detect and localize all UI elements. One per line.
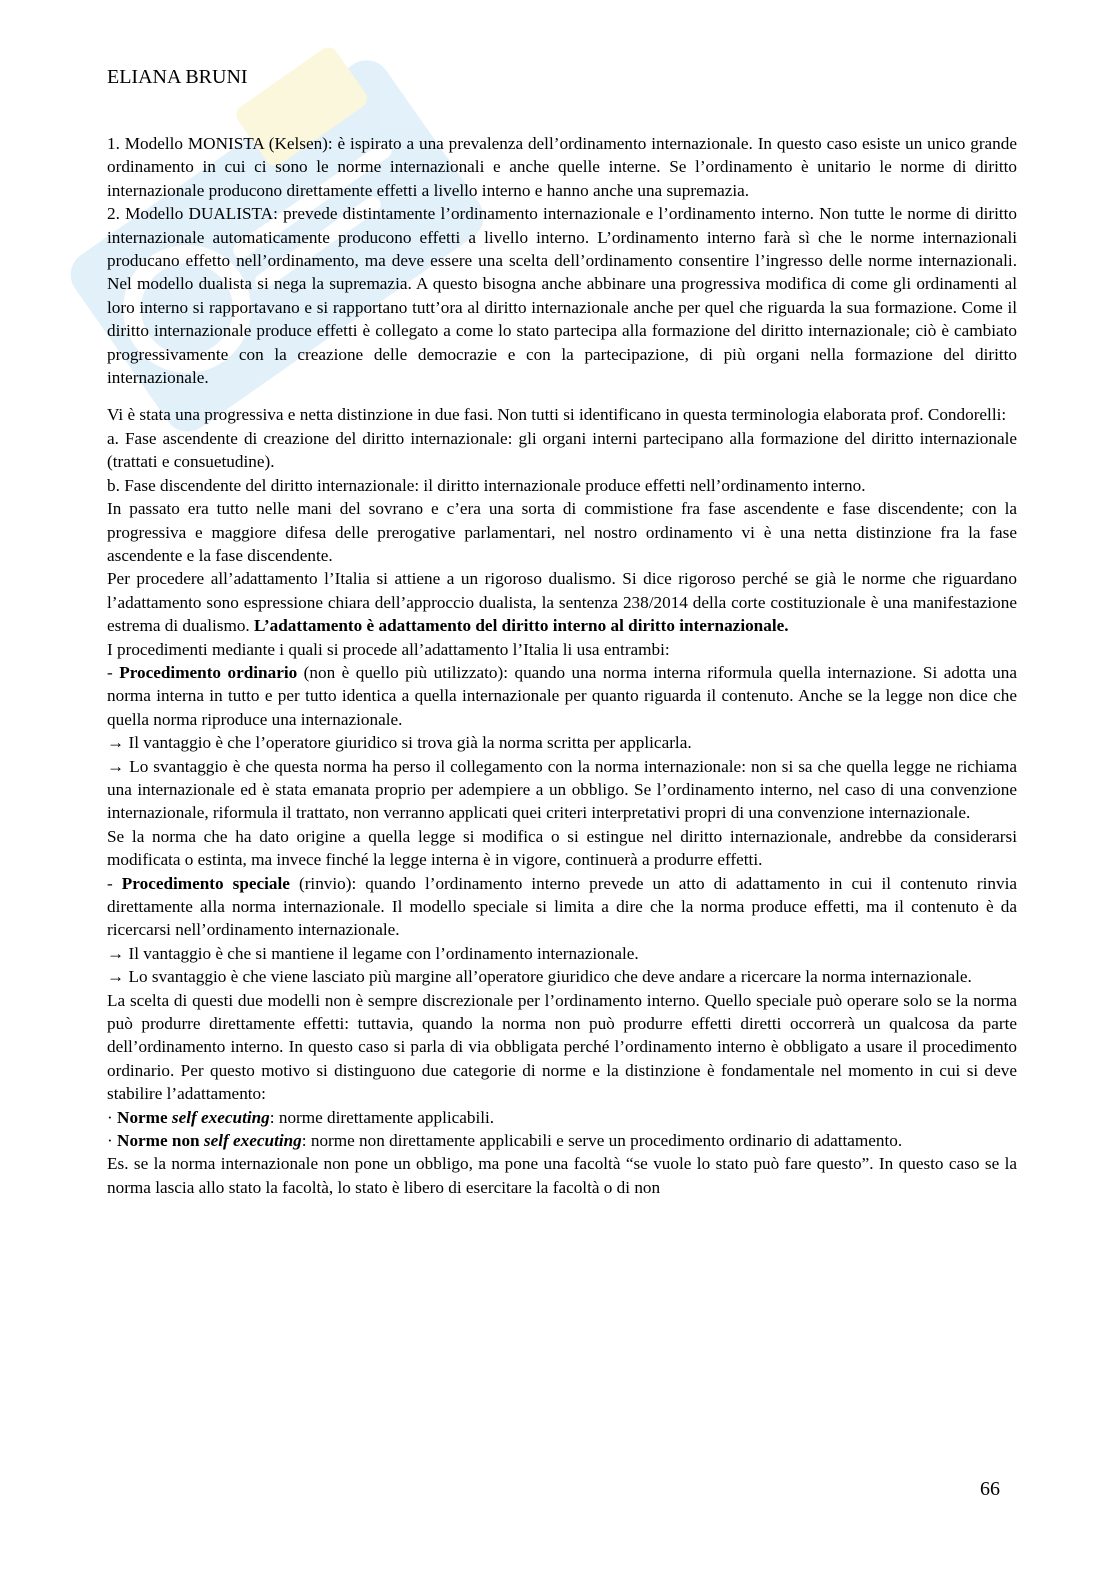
italic-term: self executing (203, 1131, 302, 1151)
page-number: 66 (980, 1478, 1000, 1500)
paragraph-phase-ascending: a. Fase ascendente di creazione del diritto internazionale: gli organi interni partecipano alla formazione del diritto internazionale (trattati e consuetudine). (107, 428, 1017, 472)
paragraph-two-phases: Vi è stata una progressiva e netta distinzione in due fasi. Non tutti si identificano in questa terminologia elaborata prof. Condorelli: (107, 405, 1007, 425)
paragraph-dualism: Per procedere all’adattamento l’Italia si attiene a un rigoroso dualismo. Si dice rigoroso perché se già le norme che riguardano l’adattamento sono espressione chiara dell’approccio dualista, la sentenza 238/2014 della corte costituzionale è una manifestazione estrema di dualismo. L’adattamento è adattamento del diritto interno al diritto internazionale. (107, 569, 1017, 636)
bold-statement: L’adattamento è adattamento del diritto interno al diritto internazionale. (254, 616, 789, 636)
document-body (107, 132, 1017, 1199)
paragraph-dualista: 2. Modello DUALISTA: prevede distintamente l’ordinamento internazionale e l’ordinamento interno. Non tutte le norme di diritto internazionale automaticamente producono effetti a livello interno. L’ordinamento interno farà sì che le norme internazionali producano effetto nell’ordinamento, ma deve essere una scelta dell’ordinamento consentire l’ingresso delle norme internazionali. Nel modello dualista si nega la supremazia. A questo bisogna anche abbinare una progressiva modifica di come gli ordinamenti al loro interno si rapportavano e si rapportano tutt’ora al diritto internazionale anche per quel che riguarda la sua formazione. Come il diritto internazionale produce effetti è collegato a come lo stato partecipa alla formazione del diritto internazionale; ciò è cambiato progressivamente con la creazione delle democrazie e con la partecipazione, di più organi nella formazione del diritto internazionale. (107, 204, 1017, 388)
paragraph-ordinary-effects: Se la norma che ha dato origine a quella legge si modifica o si estingue nel diritto internazionale, andrebbe da considerarsi modificata o estinta, ma invece finché la legge interna è in vigore, continuerà a produrre effetti. (107, 826, 1017, 870)
document-header: ELIANA BRUNI (107, 66, 248, 88)
paragraph-monista: 1. Modello MONISTA (Kelsen): è ispirato a una prevalenza dell’ordinamento internazionale. In questo caso esiste un unico grande ordinamento in cui ci sono le norme internazionali e anche quelle interne. Se l’ordinamento è unitario le norme di diritto internazionale producono direttamente effetti a livello interno e hanno anche una supremazia. (107, 134, 1017, 200)
paragraph-procedures-intro: I procedimenti mediante i quali si procede all’adattamento l’Italia li usa entrambi: (107, 639, 670, 659)
bold-term: Procedimento ordinario (119, 662, 298, 682)
paragraph-choice: La scelta di questi due modelli non è sempre discrezionale per l’ordinamento interno. Quello speciale può operare solo se la norma può produrre direttamente effetti: tuttavia, quando la norma non può produrre effetti diretti occorrerà un qualcosa da parte dell’ordinamento interno. In questo caso si parla di via obbligata perché l’ordinamento interno è obbligato a usare il procedimento ordinario. Per questo motivo si distinguono due categorie di norme e la distinzione è fondamentale nel momento in cui si deve stabilire l’adattamento: (107, 990, 1017, 1104)
italic-term: self executing (171, 1107, 270, 1127)
paragraph-special-advantage: → Il vantaggio è che si mantiene il legame con l’ordinamento internazionale. (107, 943, 639, 963)
paragraph-special-disadvantage: → Lo svantaggio è che viene lasciato più margine all’operatore giuridico che deve andare a ricercare la norma internazionale. (107, 967, 972, 987)
paragraph-self-executing: · Norme self executing: norme direttamente applicabili. (107, 1107, 495, 1127)
bold-term: Procedimento speciale (121, 873, 290, 893)
paragraph-special-procedure: - Procedimento speciale (rinvio): quando l’ordinamento interno prevede un atto di adattamento in cui il contenuto rinvia direttamente alla norma internazionale. Il modello speciale si limita a dire che la norma produce effetti, ma il contenuto è da ricercarsi nell’ordinamento internazionale. (107, 873, 1018, 940)
paragraph-non-self-executing: · Norme non self executing: norme non direttamente applicabili e serve un procedimento ordinario di adattamento. (107, 1131, 903, 1151)
bold-term: Norme (117, 1107, 172, 1127)
bold-term: Norme non (117, 1131, 204, 1151)
paragraph-ordinary-procedure: - Procedimento ordinario (non è quello più utilizzato): quando una norma interna riformula quella internazione. Si adotta una norma interna in tutto e per tutto identica a quella internazionale per quanto riguarda il contenuto. Anche se la legge non dice che quella norma riproduce una internazionale. (107, 662, 1017, 729)
paragraph-example: Es. se la norma internazionale non pone un obbligo, ma pone una facoltà “se vuole lo stato può fare questo”. In questo caso se la norma lascia allo stato la facoltà, lo stato è libero di esercitare la facoltà o di non (107, 1154, 1017, 1197)
paragraph-ordinary-advantage: → Il vantaggio è che l’operatore giuridico si trova già la norma scritta per applicarla. (107, 733, 692, 753)
paragraph-history: In passato era tutto nelle mani del sovrano e c’era una sorta di commistione fra fase ascendente e fase discendente; con la progressiva e maggiore difesa delle prerogative parlamentari, nel nostro ordinamento vi è una netta distinzione fra la fase ascendente e la fase discendente. (107, 499, 1017, 565)
paragraph-ordinary-disadvantage: → Lo svantaggio è che questa norma ha perso il collegamento con la norma internazionale: non si sa che quella legge ne richiama una internazionale ed è stata emanata proprio per adempiere a un obbligo. Se l’ordinamento interno, nel caso di una convenzione internazionale, riformula il trattato, non verranno applicati quei criteri interpretativi propri di una convenzione internazionale. (107, 756, 1017, 823)
paragraph-phase-descending: b. Fase discendente del diritto internazionale: il diritto internazionale produce effetti nell’ordinamento interno. (107, 475, 866, 495)
